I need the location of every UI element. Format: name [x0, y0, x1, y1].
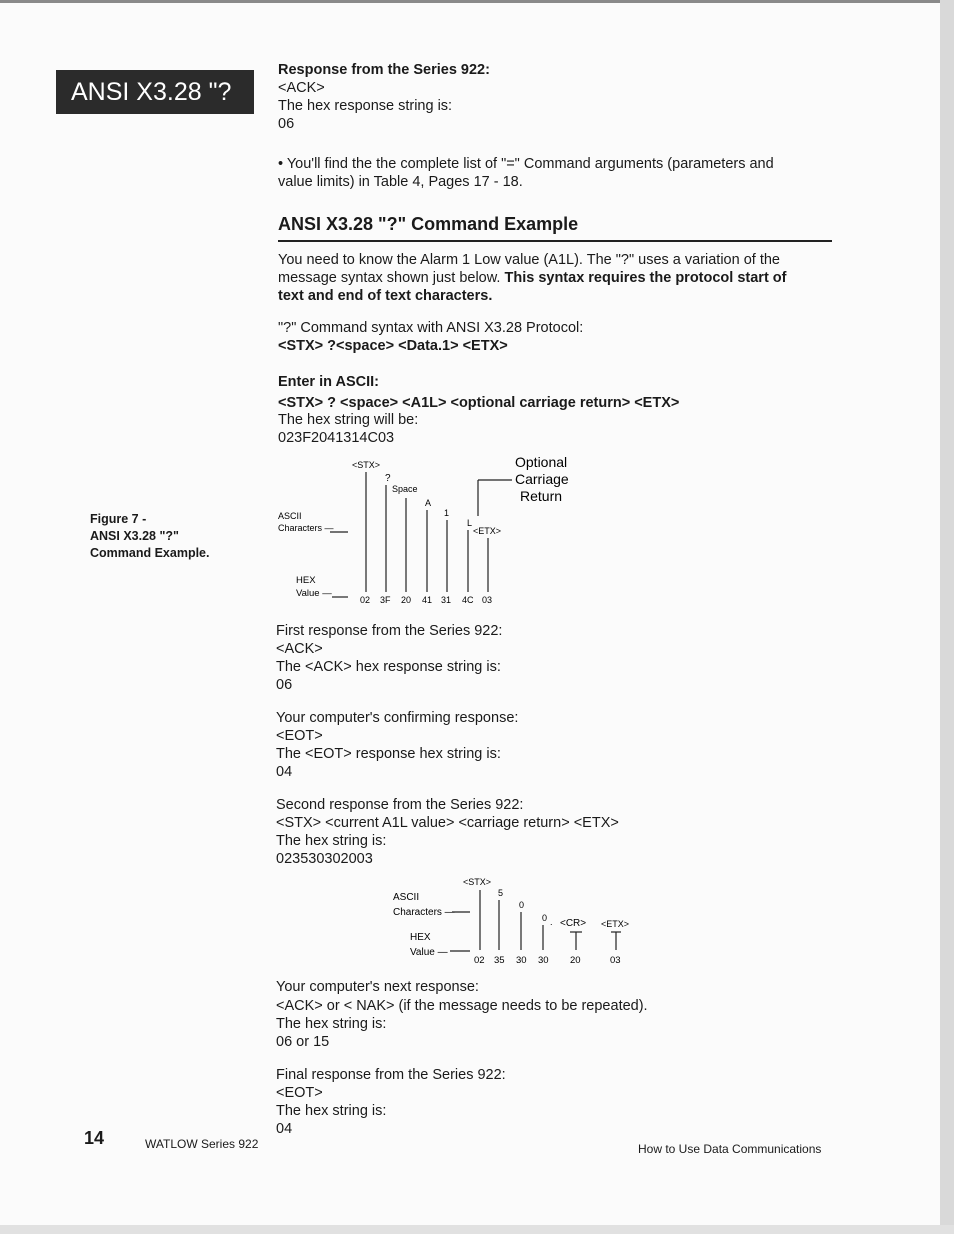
diagram-ascii-hex-1	[270, 450, 590, 610]
diag2-cr: <CR>	[560, 918, 587, 929]
response-title: Response from the Series 922:	[278, 62, 490, 78]
confirm-l1: Your computer's confirming response:	[276, 710, 519, 726]
intro-line-3: text and end of text characters.	[278, 288, 493, 304]
syntax-line-1: "?" Command syntax with ANSI X3.28 Protocol:	[278, 320, 584, 336]
diag1-space: Space	[392, 484, 418, 494]
second-response-l4: 023530302003	[276, 851, 373, 867]
page-edge-bottom	[0, 1225, 954, 1234]
diag1-ascii-label: ASCII	[278, 511, 302, 521]
enter-line-1: <STX> ? <space> <A1L> <optional carriage return> <ETX>	[278, 395, 680, 411]
first-response-l1: First response from the Series 922:	[276, 623, 503, 639]
diag1-ascii-label-2: Characters —	[278, 523, 334, 533]
intro-line-1: You need to know the Alarm 1 Low value (A1L). The "?" uses a variation of the	[278, 252, 780, 268]
diag2-hex-03: 03	[610, 955, 621, 966]
diag1-q: ?	[385, 473, 391, 484]
diag1-l: L	[467, 518, 473, 528]
next-response-l4: 06 or 15	[276, 1034, 330, 1050]
response-hex-label: The hex response string is:	[278, 98, 453, 114]
final-response-l2: <EOT>	[276, 1085, 323, 1101]
diagram-ascii-hex-2	[390, 870, 650, 970]
first-response-l3: The <ACK> hex response string is:	[276, 659, 501, 675]
confirm-l4: 04	[276, 764, 293, 780]
footer-left: WATLOW Series 922	[145, 1137, 259, 1151]
second-response-l3: The hex string is:	[276, 833, 387, 849]
diag2-five: 5	[498, 888, 504, 898]
final-response-l4: 04	[276, 1121, 293, 1137]
diag2-hex-values	[474, 955, 621, 966]
figure-caption-line-2: ANSI X3.28 "?"	[90, 529, 179, 543]
diag1-optional-1: Optional	[515, 454, 568, 470]
diag1-hex-values	[360, 595, 492, 605]
section-tab: ANSI X3.28 "?	[56, 70, 254, 114]
final-response-l1: Final response from the Series 922:	[276, 1067, 506, 1083]
diag1-one: 1	[444, 508, 450, 518]
diag2-ascii-label-2: Characters —	[393, 907, 455, 918]
bullet-line-1: • You'll find the the complete list of "=" Command arguments (parameters and	[278, 156, 774, 172]
intro-line-2	[278, 269, 786, 287]
diag2-hex-label-2: Value —	[410, 947, 448, 958]
footer-right: How to Use Data Communications	[638, 1142, 822, 1156]
response-ack: <ACK>	[278, 80, 325, 96]
section-title: ANSI X3.28 "?" Command Example	[278, 214, 579, 234]
confirm-l2: <EOT>	[276, 728, 323, 744]
enter-line-3: 023F2041314C03	[278, 430, 395, 446]
diag2-ascii-label: ASCII	[393, 892, 420, 903]
enter-title: Enter in ASCII:	[278, 374, 379, 390]
figure-caption-line-1: Figure 7 -	[90, 512, 147, 526]
diag2-zero-1: 0	[519, 900, 525, 910]
page-number: 14	[84, 1128, 105, 1148]
confirm-l3: The <EOT> response hex string is:	[276, 746, 501, 762]
diag2-zero-2: 0	[542, 913, 548, 923]
diag2-etx: <ETX>	[601, 919, 630, 929]
next-response-l2: <ACK> or < NAK> (if the message needs to be repeated).	[276, 998, 648, 1014]
diag2-hex-30a: 30	[516, 955, 527, 966]
section-rule	[278, 240, 832, 242]
diag1-a: A	[425, 498, 432, 508]
diag1-hex-02: 02	[360, 595, 371, 605]
diag1-hex-label: HEX	[296, 575, 316, 586]
diag1-hex-20: 20	[401, 595, 412, 605]
diag2-hex-30b: 30	[538, 955, 549, 966]
enter-line-2: The hex string will be:	[278, 412, 419, 428]
diag2-lines	[450, 890, 621, 951]
diag2-hex-02: 02	[474, 955, 485, 966]
next-response-l3: The hex string is:	[276, 1016, 387, 1032]
first-response-l2: <ACK>	[276, 641, 323, 657]
final-response-l3: The hex string is:	[276, 1103, 387, 1119]
response-hex-value: 06	[278, 116, 295, 132]
diag2-dot: .	[550, 917, 553, 927]
diag1-hex-3f: 3F	[380, 595, 391, 605]
bullet-line-2: value limits) in Table 4, Pages 17 - 18.	[278, 174, 523, 190]
diag2-stx: <STX>	[463, 877, 492, 887]
diag1-etx: <ETX>	[473, 526, 502, 536]
page-edge-right	[940, 0, 954, 1234]
diag2-hex-20: 20	[570, 955, 581, 966]
diag2-hex-label: HEX	[410, 932, 431, 943]
second-response-l1: Second response from the Series 922:	[276, 797, 524, 813]
syntax-line-2: <STX> ?<space> <Data.1> <ETX>	[278, 338, 508, 354]
diag1-optional-2: Carriage	[515, 471, 569, 487]
second-response-l2: <STX> <current A1L value> <carriage return> <ETX>	[276, 815, 619, 831]
figure-caption-line-3: Command Example.	[90, 546, 210, 560]
diag1-hex-03: 03	[482, 595, 493, 605]
diag1-hex-label-2: Value —	[296, 588, 332, 599]
diag1-stx: <STX>	[352, 460, 381, 470]
figure-caption	[90, 511, 250, 562]
next-response-l1: Your computer's next response:	[276, 979, 479, 995]
diag1-optional-3: Return	[520, 488, 563, 504]
diag1-hex-4c: 4C	[462, 595, 474, 605]
diag1-hex-31: 31	[441, 595, 452, 605]
diag2-hex-35: 35	[494, 955, 505, 966]
intro-line-2a: message syntax shown just below.	[278, 270, 505, 286]
diag1-hex-41: 41	[422, 595, 433, 605]
first-response-l4: 06	[276, 677, 293, 693]
intro-line-2b: This syntax requires the protocol start of	[504, 270, 787, 286]
